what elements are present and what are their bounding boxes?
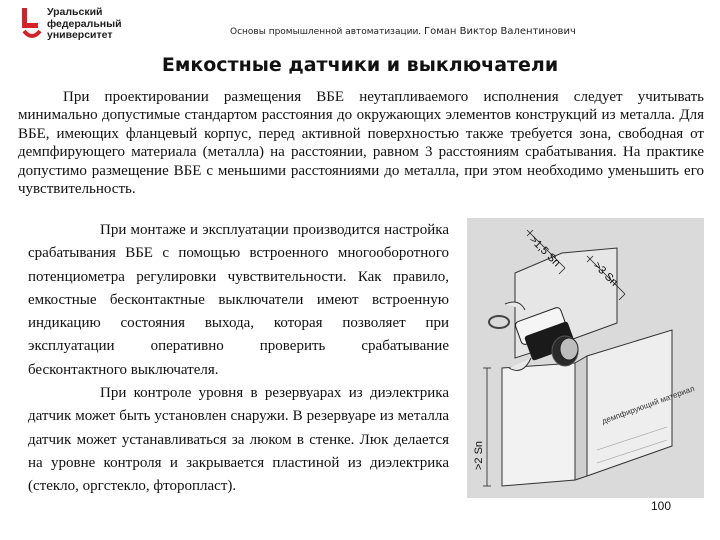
paragraph-level-control: При контроле уровня в резервуарах из диэлектрика датчик может быть установлен снаружи. В резервуаре из металла датчик может устанавливаться за люком в стенке. Люк делается на уровне контроля и закрывается пластиной из диэлектрика (стекло, оргстекло, фторопласт). — [28, 385, 449, 495]
university-logo — [20, 6, 120, 44]
dimension-label-top: >1,5 Sn — [526, 233, 563, 270]
paragraph-mounting: При монтаже и эксплуатации производится настройка срабатывания ВБЕ с помощью встроенного многооборотного потенциометра регулировки чувствительности. Как правило, емкостные бесконтактные выключатели имеют встроенную индикацию состояния выхода, которая позволяет при эксплуатации оперативно проверить срабатывание бесконтактного выключателя. — [28, 222, 449, 378]
left-column — [28, 219, 449, 499]
university-name — [47, 7, 122, 42]
sensor-mounting-figure — [467, 218, 704, 498]
slide-title: Емкостные датчики и выключатели — [161, 54, 559, 76]
author-name: Гоман Виктор Валентинович — [424, 26, 576, 37]
mounting-diagram — [467, 218, 704, 498]
dimension-label-right: >3 Sn — [590, 259, 620, 289]
dimension-label-left: >2 Sn — [473, 440, 485, 470]
logo-line-2: федеральный — [47, 17, 122, 30]
slide-header — [230, 26, 576, 37]
page-number: 100 — [651, 499, 672, 513]
logo-line-1: Уральский — [47, 6, 103, 18]
damping-material-base — [502, 363, 575, 486]
damping-material-edge — [575, 356, 587, 480]
paragraph-top: При проектировании размещения ВБЕ неутапливаемого исполнения следует учитывать минимально допустимые стандартом расстояния до окружающих элементов конструкций из металла. Для ВБЕ, имеющих фланцевый корпус, перед активной поверхностью также требуется зона, свободная от демпфирующего материала (металла) на расстоянии, равном 3 расстояниям срабатывания. На практике допустимо размещение ВБЕ с меньшими расстояниями до металла, при этом необходимо уменьшить его чувствительность. — [18, 89, 704, 198]
logo-line-3: университет — [47, 29, 113, 41]
course-name: Основы промышленной автоматизации. — [230, 27, 422, 37]
university-logo-icon — [20, 6, 44, 42]
material-label: демпфирующий материал — [600, 383, 696, 426]
